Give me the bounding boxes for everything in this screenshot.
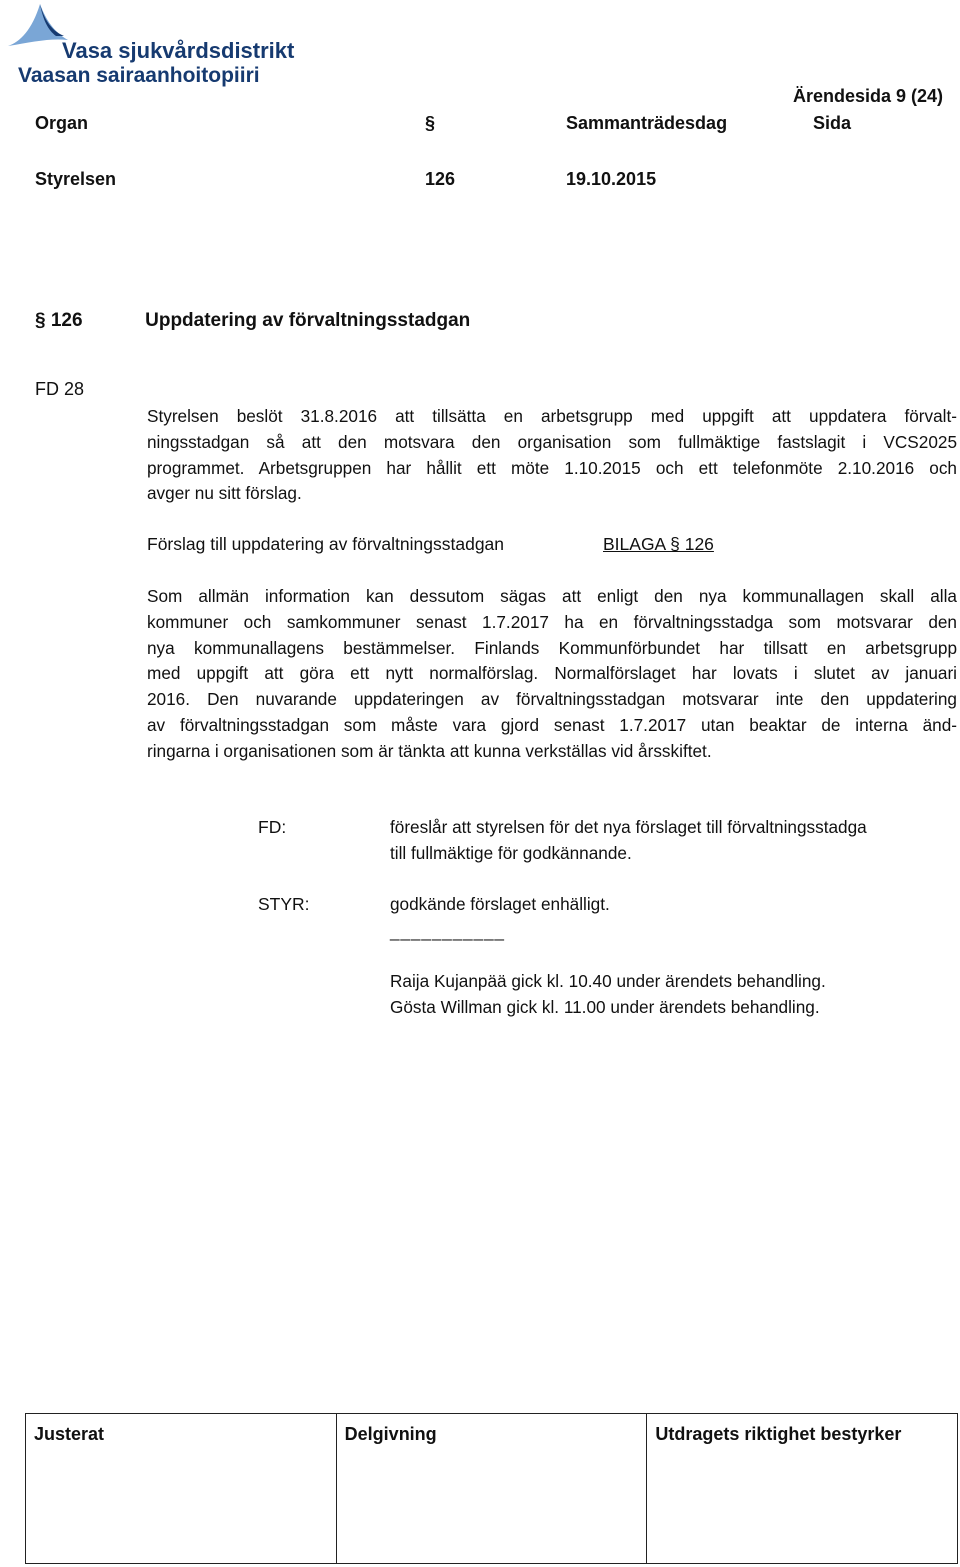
board-decision-label: STYR: xyxy=(258,894,310,914)
footer-cell-notification xyxy=(337,1414,648,1563)
section-sign-label: § xyxy=(425,113,436,133)
paragraph-line: avger nu sitt förslag. xyxy=(147,483,302,504)
organization-logo xyxy=(6,0,306,92)
proposal-line: föreslår att styrelsen för det nya förslaget till förvaltningsstadga xyxy=(390,817,867,837)
fd-proposal-text xyxy=(390,815,958,867)
footer-label-notification: Delgivning xyxy=(344,1424,437,1444)
fd-proposal-label: FD: xyxy=(258,817,287,837)
fd-reference: FD 28 xyxy=(35,379,85,399)
paragraph-decision xyxy=(147,404,957,507)
paragraph-line: Som allmän information kan dessutom sägas att enligt den nya kommunallagen skall alla xyxy=(147,586,957,606)
organ-label: Organ xyxy=(35,113,89,133)
paragraph-information xyxy=(147,584,957,765)
page-label: Ärendesida 9 (24) xyxy=(793,86,944,106)
case-title: Uppdatering av förvaltningsstadgan xyxy=(145,310,471,331)
paragraph-line: Styrelsen beslöt 31.8.2016 att tillsätta en arbetsgrupp med uppgift att uppdatera förvalt- xyxy=(147,406,957,426)
signature-table xyxy=(25,1413,958,1564)
paragraph-line: ringarna i organisationen som är tänkta att kunna verkställas vid årsskiftet. xyxy=(147,740,712,761)
attachment-link[interactable]: BILAGA § 126 xyxy=(603,534,714,554)
paragraph-line: nya kommunallagens bestämmelser. Finlands Kommunförbundet har tillsatt en arbetsgrupp xyxy=(147,637,957,658)
meeting-date-value: 19.10.2015 xyxy=(566,169,657,189)
paragraph-line: kommuner och samkommuner senast 1.7.2017 ha en förvaltningsstadga som motsvarar den xyxy=(147,611,957,632)
paragraph-line: 2016. Den nuvarande uppdateringen av förvaltningsstadgan motsvarar inte den uppdatering xyxy=(147,689,957,710)
paragraph-line: med uppgift att göra ett nytt normalförslag. Normalförslaget har lovats i slutet av januari xyxy=(147,663,957,684)
paragraph-line: av förvaltningsstadgan som måste vara gjord senast 1.7.2017 utan beaktar de interna änd- xyxy=(147,714,957,735)
separator-line: ___________ xyxy=(390,922,506,941)
meeting-date-label: Sammanträdesdag xyxy=(566,113,728,133)
footer-label-certification: Utdragets riktighet bestyrker xyxy=(655,1424,902,1444)
attendance-notes xyxy=(390,969,826,1021)
page-column-label: Sida xyxy=(813,113,852,133)
logo-text-finnish: Vaasan sairaanhoitopiiri xyxy=(18,64,260,87)
case-heading xyxy=(35,310,470,332)
attachment-text: Förslag till uppdatering av förvaltningsstadgan xyxy=(147,534,505,554)
organ-value: Styrelsen xyxy=(35,169,117,189)
logo-text-swedish: Vasa sjukvårdsdistrikt xyxy=(62,38,295,63)
footer-cell-verified xyxy=(26,1414,337,1563)
footer-cell-certification xyxy=(647,1414,957,1563)
footer-label-verified: Justerat xyxy=(34,1424,105,1444)
proposal-line: till fullmäktige för godkännande. xyxy=(390,842,632,863)
paragraph-line: ningsstadgan så att den motsvara den organisation som fullmäktige fastslagit i VCS2025 xyxy=(147,431,957,452)
board-decision-text: godkände förslaget enhälligt. xyxy=(390,894,610,914)
section-value: 126 xyxy=(425,169,456,189)
case-section-sign: § xyxy=(35,310,46,331)
attendance-note: Gösta Willman gick kl. 11.00 under ärendets behandling. xyxy=(390,996,820,1017)
paragraph-line: programmet. Arbetsgruppen har hållit ett möte 1.10.2015 och ett telefonmöte 2.10.2016 och xyxy=(147,457,957,478)
case-number: 126 xyxy=(50,310,83,331)
attendance-note: Raija Kujanpää gick kl. 10.40 under ärendets behandling. xyxy=(390,971,826,991)
